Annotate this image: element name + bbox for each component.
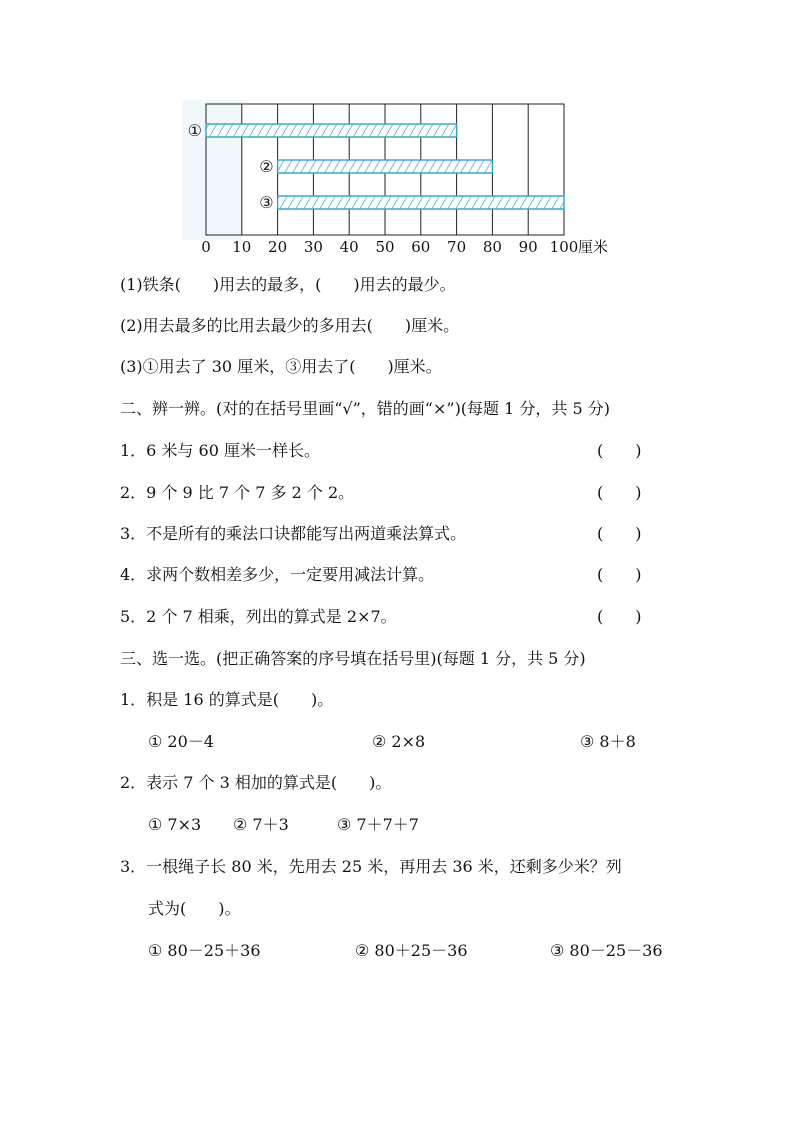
answer-paren-1[interactable]: ( ) xyxy=(597,441,642,460)
tick-label: 60 xyxy=(411,238,431,256)
section-2-item-4: 4．求两个数相差多少，一定要用减法计算。 xyxy=(120,565,435,584)
section-2-item-5: 5．2 个 7 相乘，列出的算式是 2×7。 xyxy=(120,607,397,626)
answer-paren-5[interactable]: ( ) xyxy=(597,607,642,626)
tick-label: 50 xyxy=(375,238,395,256)
tick-label: 40 xyxy=(339,238,359,256)
section-3-q1: 1．积是 16 的算式是( )。 xyxy=(120,690,334,709)
section-3-q2: 2．表示 7 个 3 相加的算式是( )。 xyxy=(120,773,392,792)
section-2-item-2: 2．9 个 9 比 7 个 7 多 2 个 2。 xyxy=(120,483,355,502)
tick-label: 80 xyxy=(482,238,502,256)
q1-option-1: ① 20－4 xyxy=(148,732,214,751)
section-3-title: 三、选一选。(把正确答案的序号填在括号里)(每题 1 分，共 5 分) xyxy=(120,649,586,668)
q3-option-3: ③ 80－25－36 xyxy=(550,941,663,960)
question-1-1: (1)铁条( )用去的最多，( )用去的最少。 xyxy=(120,275,456,294)
q3-option-1: ① 80－25＋36 xyxy=(148,941,261,960)
tick-label: 100 xyxy=(549,238,579,256)
tick-label: 70 xyxy=(447,238,467,256)
tick-label: 10 xyxy=(232,238,252,256)
q2-option-2: ② 7＋3 xyxy=(233,815,289,834)
bar-3 xyxy=(278,196,564,209)
bars xyxy=(188,121,564,212)
section-3-q3-line2: 式为( )。 xyxy=(148,899,241,918)
section-3-q3-line1: 3．一根绳子长 80 米，先用去 25 米，再用去 36 米，还剩多少米？列 xyxy=(120,857,622,876)
tick-label: 90 xyxy=(518,238,538,256)
bar-label-3: ③ xyxy=(259,193,274,212)
answer-paren-4[interactable]: ( ) xyxy=(597,565,642,584)
tick-label: 20 xyxy=(268,238,288,256)
q1-option-3: ③ 8＋8 xyxy=(580,732,636,751)
bar-label-1: ① xyxy=(187,121,202,140)
section-2-item-1: 1．6 米与 60 厘米一样长。 xyxy=(120,441,320,460)
axis-ticks xyxy=(201,238,608,256)
q2-option-3: ③ 7＋7＋7 xyxy=(337,815,419,834)
q2-option-1: ① 7×3 xyxy=(148,815,202,834)
section-2-item-3: 3．不是所有的乘法口诀都能写出两道乘法算式。 xyxy=(120,524,467,543)
question-1-3: (3)①用去了 30 厘米，③用去了( )厘米。 xyxy=(120,357,442,376)
bar-label-2: ② xyxy=(259,157,274,176)
bar-1 xyxy=(206,124,457,137)
bar-2 xyxy=(278,160,493,173)
tick-label: 0 xyxy=(201,238,211,256)
answer-paren-2[interactable]: ( ) xyxy=(597,483,642,502)
axis-unit: 厘米 xyxy=(578,238,609,256)
q3-option-2: ② 80＋25－36 xyxy=(355,941,468,960)
q1-option-2: ② 2×8 xyxy=(372,732,426,751)
answer-paren-3[interactable]: ( ) xyxy=(597,524,642,543)
section-2-title: 二、辨一辨。(对的在括号里画“√”，错的画“×”)(每题 1 分，共 5 分) xyxy=(120,399,610,418)
tick-label: 30 xyxy=(303,238,323,256)
iron-bar-diagram xyxy=(0,0,794,270)
question-1-2: (2)用去最多的比用去最少的多用去( )厘米。 xyxy=(120,316,460,335)
